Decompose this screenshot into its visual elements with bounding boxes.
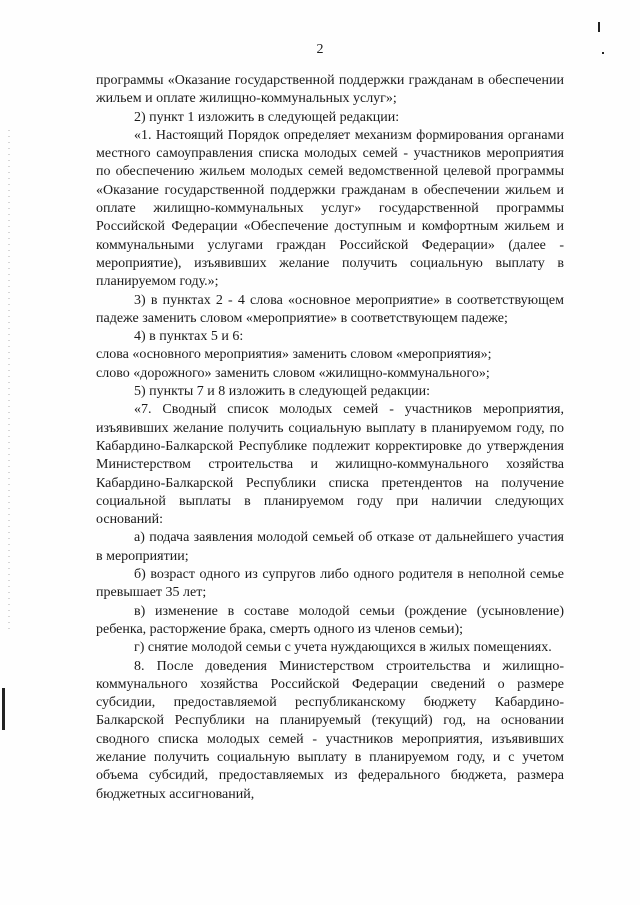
paragraph-item-4: 4) в пунктах 5 и 6: (134, 329, 244, 345)
scan-artifact-mark (598, 22, 600, 32)
paragraph-point-7-b: б) возраст одного из супругов либо одного родителя в неполной семье превышает 35 лет; (96, 567, 564, 601)
paragraph-point-7-g: г) снятие молодой семьи с учета нуждающихся в жилых помещениях. (134, 640, 552, 656)
paragraph-point-8-text: 8. После доведения Министерством строительства и жилищно-коммунального хозяйства Российской Федерации сведений о размере субсидии, предоставляемой республиканскому бюджету Кабардино-Балкарской Республики на планируемый (текущий) год, на основании сводного списка молодых семей - участников мероприятия, изъявивших желание получить социальную выплату в планируемом году, и с учетом объема субсидий, предоставляемых из федерального бюджета, размера бюджетных ассигнований, (96, 658, 564, 802)
paragraph-item-5: 5) пункты 7 и 8 изложить в следующей редакции: (134, 384, 431, 400)
scan-artifact-left-edge (8, 130, 10, 630)
paragraph-replace-2: слово «дорожного» заменить словом «жилищно-коммунального»; (96, 365, 490, 381)
scan-artifact-bar (2, 688, 5, 730)
paragraph-point-7-a: а) подача заявления молодой семьей об отказе от дальнейшего участия в мероприятии; (96, 530, 564, 564)
paragraph-point-7-text: «7. Сводный список молодых семей - участников мероприятия, изъявивших желание получить социальную выплату в планируемом году, по Кабардино-Балкарской Республике подлежит корректировке до утверждения Министерством строительства и жилищно-коммунального хозяйства Кабардино-Балкарской Республики списка претендентов на получение социальной выплаты в планируемом году при наличии следующих оснований: (96, 402, 564, 528)
paragraph-item-3: 3) в пунктах 2 - 4 слова «основное мероприятие» в соответствующем падеже заменить словом «мероприятие» в соответствующем падеже; (96, 292, 564, 326)
paragraph-item-2: 2) пункт 1 изложить в следующей редакции: (134, 109, 400, 125)
document-body (96, 72, 564, 804)
paragraph-point-1-text: «1. Настоящий Порядок определяет механизм формирования органами местного самоуправления списка молодых семей - участников мероприятия по обеспечению жильем молодых семей ведомственной целевой программы «Оказание государственной поддержки гражданам в обеспечении жильем и оплате жилищно-коммунальных услуг» государственной программы Российской Федерации «Обеспечение доступным и комфортным жильем и коммунальными услугами граждан Российской Федерации» (далее - мероприятие), изъявивших желание получить социальную выплату в планируемом году.»; (96, 127, 564, 290)
paragraph-program-title-end: программы «Оказание государственной поддержки гражданам в обеспечении жильем и оплате жилищно-коммунальных услуг»; (96, 73, 564, 107)
page-number: 2 (316, 42, 324, 57)
paragraph-replace-1: слова «основного мероприятия» заменить словом «мероприятия»; (96, 347, 492, 363)
paragraph-point-7-v: в) изменение в составе молодой семьи (рождение (усыновление) ребенка, расторжение брака, смерть одного из членов семьи); (96, 603, 564, 637)
